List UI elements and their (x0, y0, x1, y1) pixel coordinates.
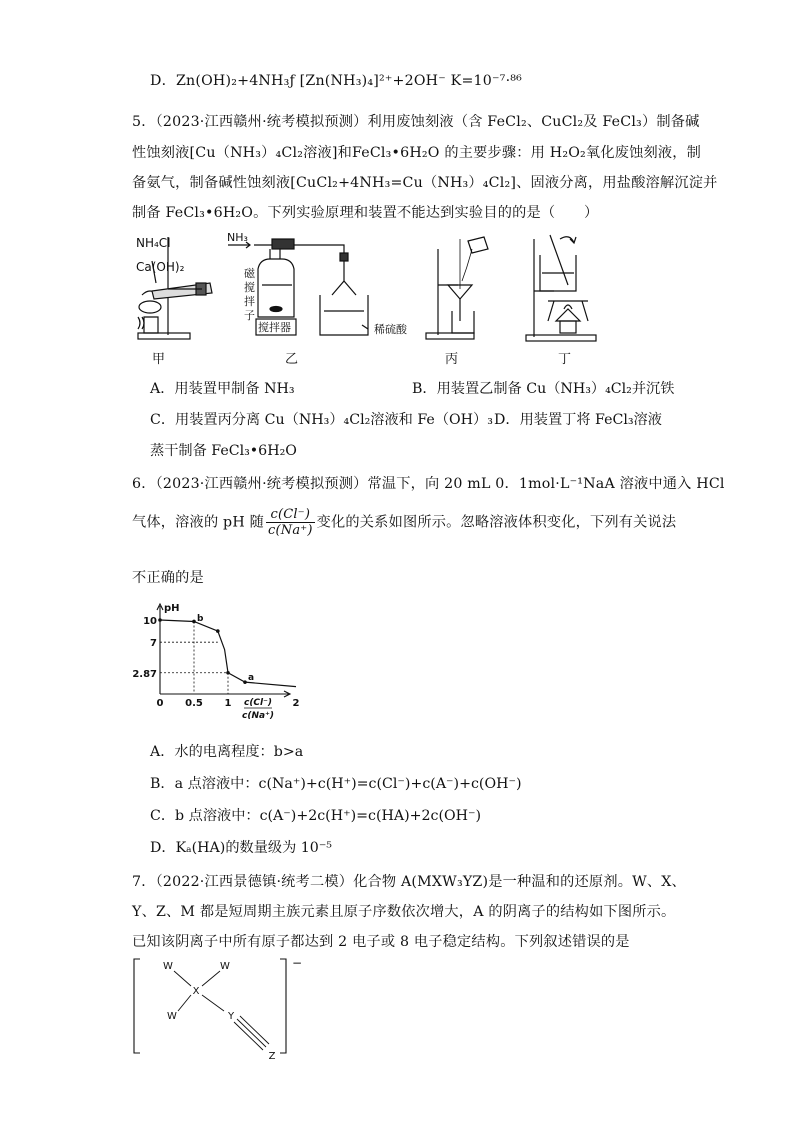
reagent-caoh2: Ca(OH)₂ (136, 260, 185, 274)
q4-option-d: D．Zn(OH)₂+4NH₃ƒ [Zn(NH₃)₄]²⁺+2OH⁻ K=10⁻⁷·⁸⁶ (150, 73, 523, 89)
atom-w-1: W (163, 961, 173, 972)
q6-stem-post: 变化的关系如图所示。忽略溶液体积变化，下列有关说法 (316, 514, 677, 531)
q5-option-d-cont: 蒸干制备 FeCl₃•6H₂O (150, 443, 297, 459)
q6-option-c: C．b 点溶液中：c(A⁻)+2c(H⁺)=c(HA)+2c(OH⁻) (150, 808, 482, 824)
y-axis-label: pH (164, 603, 180, 614)
atom-w-3: W (167, 1011, 177, 1022)
atom-y: Y (227, 1011, 235, 1022)
fraction-numerator: c(Cl⁻) (266, 507, 315, 523)
x-axis-label (242, 698, 274, 721)
stirrer-label: 搅拌器 (258, 321, 291, 334)
label-yi: 乙 (285, 352, 299, 367)
y-tick-label: 10 (143, 616, 157, 627)
acid-label: 稀硫酸 (374, 323, 407, 336)
apparatus-c (426, 237, 488, 367)
x-tick-label: 0.5 (185, 698, 203, 709)
x-tick-label: 1 (224, 698, 232, 709)
q5-option-d: D．用装置丁将 FeCl₃溶液 (494, 412, 662, 428)
chart-axes (157, 604, 290, 697)
stir-char-1: 磁 (244, 267, 255, 280)
stir-char-3: 拌 (244, 295, 255, 308)
q5-stem-line3: 备氨气，制备碱性蚀刻液[CuCl₂+4NH₃=Cu（NH₃）₄Cl₂]、固液分离，用盐酸溶解沉淀并 (132, 175, 718, 191)
y-tick-label: 2.87 (132, 668, 157, 680)
q5-option-c: C．用装置丙分离 Cu（NH₃）₄Cl₂溶液和 Fe（OH）₃ (150, 412, 493, 428)
structure-bonds (174, 971, 269, 1050)
q7-anion-structure (130, 955, 310, 1060)
q5-option-b: B．用装置乙制备 Cu（NH₃）₄Cl₂并沉铁 (412, 381, 675, 397)
apparatus-a (136, 236, 212, 367)
stir-char-2: 搅 (244, 281, 255, 294)
x-tick-label: 0 (156, 698, 164, 709)
curve-point (192, 620, 196, 624)
q6-stem-pre: 气体，溶液的 pH 随 (132, 514, 264, 531)
q6-stem-line3: 不正确的是 (132, 570, 204, 586)
point-label-a: a (248, 673, 255, 684)
atom-z: Z (268, 1051, 276, 1060)
q6-option-d: D．Kₐ(HA)的数量级为 10⁻⁵ (150, 840, 332, 856)
label-ding: 丁 (558, 352, 572, 367)
q6-ph-chart (130, 598, 300, 728)
ph-curve (160, 620, 296, 687)
point-label-b: b (197, 613, 204, 624)
q5-option-a: A．用装置甲制备 NH₃ (150, 381, 295, 397)
q5-stem-line2: 性蚀刻液[Cu（NH₃）₄Cl₂溶液]和FeCl₃•6H₂O 的主要步骤：用 H₂O₂氧化废蚀刻液，制 (132, 145, 702, 161)
x-tick-label: 2 (292, 698, 300, 709)
curve-point (158, 618, 162, 622)
reagent-nh4cl: NH₄Cl (136, 236, 171, 250)
apparatus-d (526, 235, 596, 367)
atom-x: X (192, 986, 200, 997)
x-label-num: c(Cl⁻) (243, 698, 273, 708)
q7-stem-line1: 7．（2022·江西景德镇·统考二模）化合物 A(MXW₃YZ)是一种温和的还原剂。W、X、 (132, 874, 686, 890)
q6-ratio-fraction (266, 507, 315, 538)
stir-char-4: 子 (244, 309, 255, 322)
q7-stem-line3: 已知该阴离子中所有原子都达到 2 电子或 8 电子稳定结构。下列叙述错误的是 (132, 934, 630, 950)
q6-option-b: B．a 点溶液中：c(Na⁺)+c(H⁺)=c(Cl⁻)+c(A⁻)+c(OH⁻) (150, 776, 522, 792)
label-bing: 丙 (445, 352, 459, 367)
atom-w-2: W (220, 961, 230, 972)
nh3-label: NH₃ (227, 231, 248, 244)
x-label-den: c(Na⁺) (242, 711, 274, 721)
curve-point (226, 671, 230, 675)
q6-option-a: A．水的电离程度：b>a (150, 744, 304, 760)
fraction-denominator: c(Na⁺) (268, 523, 313, 538)
curve-point (216, 629, 220, 633)
q6-stem-line2 (132, 507, 676, 538)
curve-point (243, 680, 247, 684)
q7-stem-line2: Y、Z、M 都是短周期主族元素且原子序数依次增大，A 的阴离子的结构如下图所示。 (132, 904, 676, 920)
q5-stem-line1: 5．（2023·江西赣州·统考模拟预测）利用废蚀刻液（含 FeCl₂、CuCl₂及 FeCl₃）制备碱 (132, 114, 700, 130)
q5-stem-line4: 制备 FeCl₃•6H₂O。下列实验原理和装置不能达到实验目的的是（ ） (132, 205, 599, 221)
y-tick-label: 7 (150, 638, 157, 650)
label-jia: 甲 (152, 352, 166, 367)
apparatus-b (227, 231, 408, 367)
chart-points (158, 614, 254, 684)
charge-sign: − (292, 956, 303, 970)
q6-stem-line1: 6．（2023·江西赣州·统考模拟预测）常温下，向 20 mL 0．1mol·L⁻¹NaA 溶液中通入 HCl (132, 476, 725, 492)
q5-apparatus-figure (130, 225, 690, 375)
